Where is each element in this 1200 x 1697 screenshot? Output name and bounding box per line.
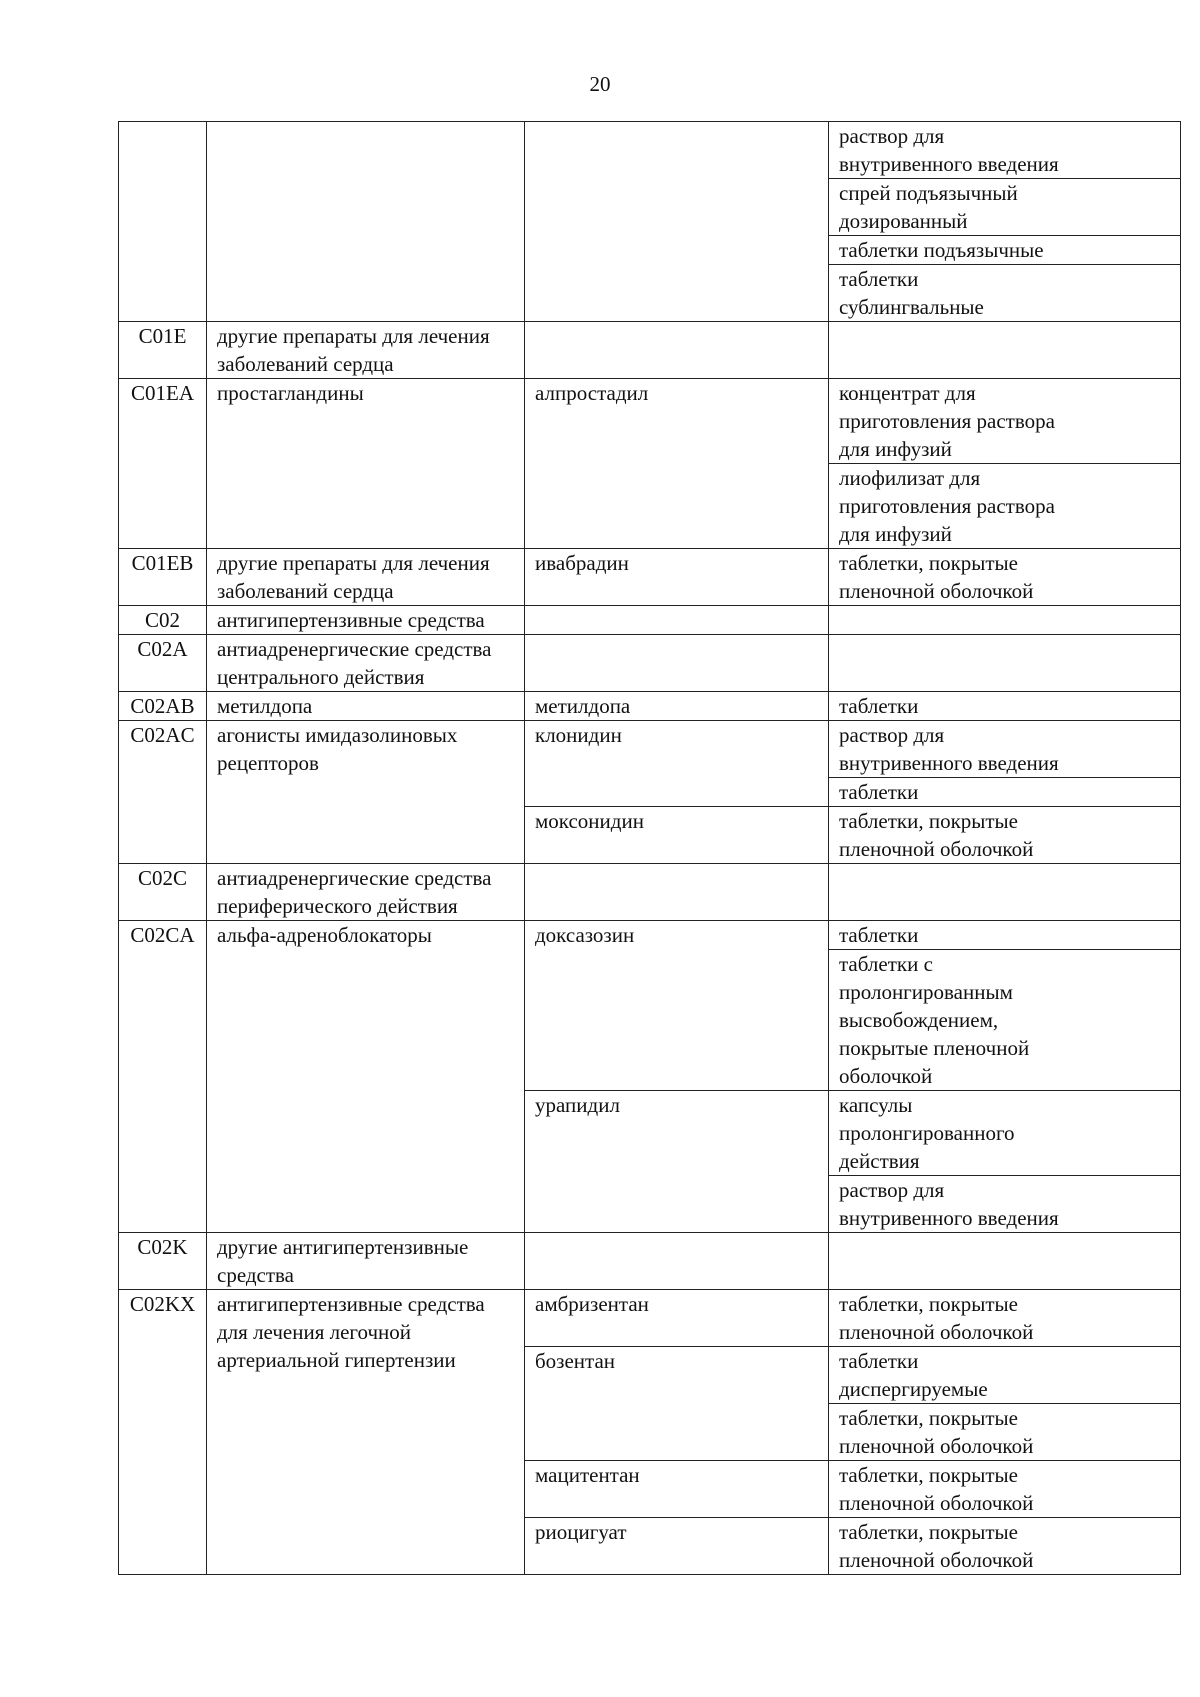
- atc-code-cell: C02K: [119, 1233, 207, 1290]
- form-cell: таблетки: [829, 778, 1181, 807]
- group-cell: другие препараты для лечения заболеваний сердца: [207, 322, 525, 379]
- drug-cell: [525, 322, 829, 379]
- drug-cell: риоцигуат: [525, 1518, 829, 1575]
- group-cell: агонисты имидазолиновых рецепторов: [207, 721, 525, 864]
- form-cell: раствор для внутривенного введения: [829, 1176, 1181, 1233]
- drug-cell: [525, 1233, 829, 1290]
- form-cell: [829, 864, 1181, 921]
- atc-code-cell: C02: [119, 606, 207, 635]
- form-cell: таблетки с пролонгированным высвобождением, покрытые пленочной оболочкой: [829, 950, 1181, 1091]
- drug-cell: метилдопа: [525, 692, 829, 721]
- drug-cell: ивабрадин: [525, 549, 829, 606]
- form-cell: таблетки, покрытые пленочной оболочкой: [829, 549, 1181, 606]
- atc-code-cell: C02AC: [119, 721, 207, 864]
- form-cell: таблетки: [829, 921, 1181, 950]
- form-cell: таблетки: [829, 692, 1181, 721]
- drug-cell: бозентан: [525, 1347, 829, 1461]
- form-cell: лиофилизат для приготовления раствора для инфузий: [829, 464, 1181, 549]
- form-cell: таблетки, покрытые пленочной оболочкой: [829, 1518, 1181, 1575]
- group-cell: антиадренергические средства периферического действия: [207, 864, 525, 921]
- group-cell: [207, 122, 525, 322]
- drug-cell: мацитентан: [525, 1461, 829, 1518]
- form-cell: [829, 1233, 1181, 1290]
- table-row: [119, 692, 1181, 721]
- atc-code-cell: C01E: [119, 322, 207, 379]
- page-number: 20: [589, 72, 611, 96]
- drug-cell: доксазозин: [525, 921, 829, 1091]
- atc-code-cell: C02CA: [119, 921, 207, 1233]
- table-row: [119, 322, 1181, 379]
- form-cell: [829, 606, 1181, 635]
- atc-code-cell: C01EA: [119, 379, 207, 549]
- form-cell: таблетки диспергируемые: [829, 1347, 1181, 1404]
- group-cell: антигипертензивные средства: [207, 606, 525, 635]
- drug-cell: моксонидин: [525, 807, 829, 864]
- atc-code-cell: C02C: [119, 864, 207, 921]
- form-cell: таблетки, покрытые пленочной оболочкой: [829, 807, 1181, 864]
- table-row: [119, 921, 1181, 950]
- form-cell: таблетки подъязычные: [829, 236, 1181, 265]
- table-row: [119, 1290, 1181, 1347]
- atc-code-cell: C01EB: [119, 549, 207, 606]
- table-row: [119, 721, 1181, 778]
- form-cell: раствор для внутривенного введения: [829, 122, 1181, 179]
- drug-cell: амбризентан: [525, 1290, 829, 1347]
- group-cell: другие антигипертензивные средства: [207, 1233, 525, 1290]
- table-row: [119, 379, 1181, 464]
- group-cell: альфа-адреноблокаторы: [207, 921, 525, 1233]
- medication-table: [118, 121, 1181, 1575]
- drug-cell: [525, 122, 829, 322]
- form-cell: [829, 635, 1181, 692]
- form-cell: [829, 322, 1181, 379]
- table-row: [119, 864, 1181, 921]
- atc-code-cell: C02KX: [119, 1290, 207, 1575]
- form-cell: таблетки сублингвальные: [829, 265, 1181, 322]
- group-cell: простагландины: [207, 379, 525, 549]
- drug-cell: клонидин: [525, 721, 829, 807]
- table-row: [119, 122, 1181, 179]
- table-row: [119, 635, 1181, 692]
- drug-cell: алпростадил: [525, 379, 829, 549]
- drug-cell: [525, 635, 829, 692]
- group-cell: метилдопа: [207, 692, 525, 721]
- drug-cell: [525, 606, 829, 635]
- form-cell: раствор для внутривенного введения: [829, 721, 1181, 778]
- form-cell: концентрат для приготовления раствора для инфузий: [829, 379, 1181, 464]
- atc-code-cell: C02AB: [119, 692, 207, 721]
- table-row: [119, 1233, 1181, 1290]
- atc-code-cell: C02A: [119, 635, 207, 692]
- group-cell: другие препараты для лечения заболеваний сердца: [207, 549, 525, 606]
- table-row: [119, 606, 1181, 635]
- form-cell: таблетки, покрытые пленочной оболочкой: [829, 1404, 1181, 1461]
- group-cell: антиадренергические средства центрального действия: [207, 635, 525, 692]
- atc-code-cell: [119, 122, 207, 322]
- form-cell: таблетки, покрытые пленочной оболочкой: [829, 1461, 1181, 1518]
- form-cell: таблетки, покрытые пленочной оболочкой: [829, 1290, 1181, 1347]
- form-cell: спрей подъязычный дозированный: [829, 179, 1181, 236]
- form-cell: капсулы пролонгированного действия: [829, 1091, 1181, 1176]
- group-cell: антигипертензивные средства для лечения легочной артериальной гипертензии: [207, 1290, 525, 1575]
- drug-cell: урапидил: [525, 1091, 829, 1233]
- table-row: [119, 549, 1181, 606]
- drug-cell: [525, 864, 829, 921]
